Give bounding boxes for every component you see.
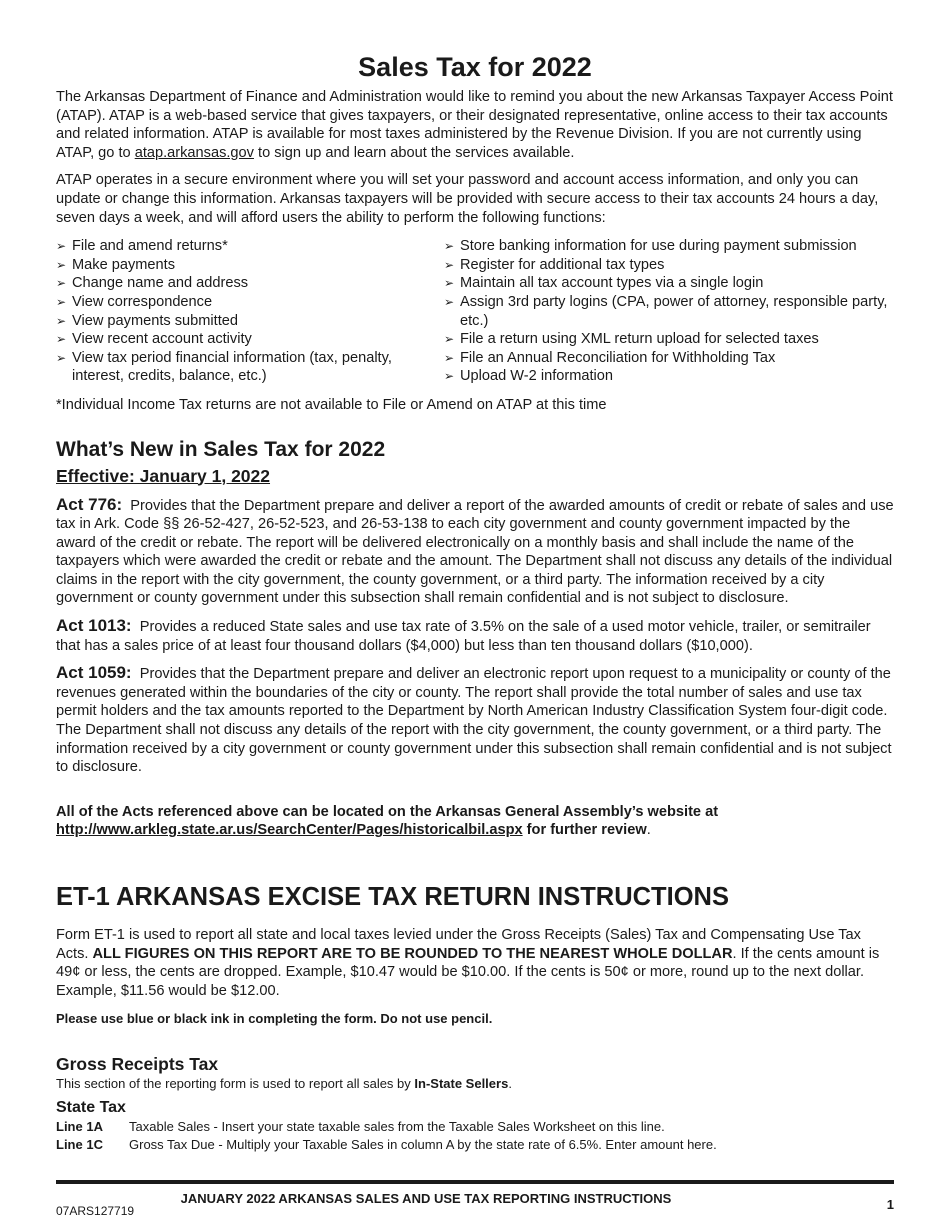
arrow-bullet-icon: ➢ [444,257,455,272]
arrow-bullet-icon: ➢ [56,294,67,309]
form-code: 07ARS127719 [56,1204,135,1218]
et1-heading: ET-1 ARKANSAS EXCISE TAX RETURN INSTRUCTIONS [56,883,729,911]
atap-paragraph: ATAP operates in a secure environment where you will set your password and account access information, and only you can update or change this information. Arkansas taxpayers will be provided with secure access to their tax accounts 24 hours a day, seven days a week, and will afford users the ability to perform the following functions: [56,172,879,226]
arrow-bullet-icon: ➢ [444,350,455,365]
list-item: ➢ Change name and address [56,275,249,292]
functions-list [56,237,894,386]
document-page [56,50,894,1154]
arrow-bullet-icon: ➢ [56,350,67,365]
list-item: ➢ File a return using XML return upload for selected taxes [444,331,819,348]
et1-paragraph: Form ET-1 is used to report all state and local taxes levied under the Gross Receipts (Sales) Tax and Compensating Use Tax Acts. ALL FIGURES ON THIS REPORT ARE TO BE ROUNDED TO THE NEAREST WHOLE DOLLAR. If the cents amount is 49¢ or less, the cents are dropped. Example, $10.47 would be $10.00. If the cents is 50¢ or more, round up to the next dollar. Example, $11.56 would be $12.00. [56,927,880,999]
arrow-bullet-icon: ➢ [56,257,67,272]
arrow-bullet-icon: ➢ [56,239,67,254]
list-item: ➢ Maintain all tax account types via a single login [444,275,764,292]
intro-text: The Arkansas Department of Finance and Administration would like to remind you about the new Arkansas Taxpayer Access Point (ATAP). ATAP is a web-based service that gives taxpayers, or their designated representative, online access to their tax accounts and related information. ATAP is available for most taxes administered by the Revenue Division. If you are not currently using ATAP, go to [56,89,893,161]
arrow-bullet-icon: ➢ [56,313,67,328]
arkleg-link[interactable]: http://www.arkleg.state.ar.us/SearchCenter/Pages/historicalbil.aspx [56,822,523,839]
footnote: *Individual Income Tax returns are not available to File or Amend on ATAP at this time [56,396,607,413]
list-item: ➢ View tax period financial information (tax, penalty, interest, credits, balance, etc.) [56,349,392,385]
list-item: ➢ Register for additional tax types [444,256,665,273]
arrow-bullet-icon: ➢ [444,294,455,309]
state-tax-heading: State Tax [56,1099,126,1117]
act-1059: Act 1059: Provides that the Department prepare and deliver an electronic report upon request to a municipality or county of the revenues generated within the boundaries of the city or county. The report shall provide the total number of sales and use tax permit holders and the tax amounts reported to the Department by North American Industry Classification System four-digit code. The Department shall not discuss any details of the report with the city government, the county government, or a third party. The information received by a city government or county government under this subsection shall remain confidential and is not subject to disclosure. [56,663,892,776]
intro-paragraph [56,88,894,162]
list-item: ➢ View correspondence [56,293,213,310]
intro-text-end: to sign up and learn about the services available. [253,144,575,161]
atap-link[interactable]: atap.arkansas.gov [134,144,254,161]
ink-note: Please use blue or black ink in completing the form. Do not use pencil. [56,1011,493,1027]
effective-date: Effective: January 1, 2022 [56,465,271,486]
act-776: Act 776: Provides that the Department prepare and deliver a report of the awarded amounts of credit or rebate of sales and use tax in Ark. Code §§ 26-52-427, 26-52-523, and 26-53-138 to each city government and county government impacted by the award of the credit or rebate. The report will be delivered electronically on a monthly basis and shall include the name of the taxpayers which were awarded the credit or rebate and the amount. The Department shall not discuss any details of the individual claims in the report with the city government, the county government, or a third party. The information received by a city government or county government under this subsection shall remain confidential and is not subject to disclosure. [56,494,894,607]
line-1c: Line 1C Gross Tax Due - Multiply your Taxable Sales in column A by the state rate of 6.5%. Enter amount here. [56,1137,717,1153]
gross-receipts-text: This section of the reporting form is used to report all sales by In-State Sellers. [56,1076,512,1092]
arrow-bullet-icon: ➢ [56,276,67,291]
page-footer [56,1180,894,1218]
functions-right [444,237,894,386]
acts-reference: All of the Acts referenced above can be located on the Arkansas General Assembly’s website at http://www.arkleg.state.ar.us/SearchCenter/Pages/historicalbil.aspx for further review. [56,803,719,839]
arrow-bullet-icon: ➢ [444,276,455,291]
list-item: ➢ Make payments [56,256,176,273]
arrow-bullet-icon: ➢ [444,369,455,384]
list-item: ➢ View recent account activity [56,331,252,348]
list-item: ➢ Upload W-2 information [444,368,614,385]
line-1a: Line 1A Taxable Sales - Insert your state taxable sales from the Taxable Sales Worksheet on this line. [56,1119,665,1135]
functions-left [56,237,444,386]
arrow-bullet-icon: ➢ [444,332,455,347]
list-item: ➢ File and amend returns* [56,238,228,255]
gross-receipts-heading: Gross Receipts Tax [56,1054,219,1075]
arrow-bullet-icon: ➢ [56,332,67,347]
arrow-bullet-icon: ➢ [444,239,455,254]
page-title: Sales Tax for 2022 [358,52,592,82]
list-item: ➢ Store banking information for use during payment submission [444,238,857,255]
list-item: ➢ File an Annual Reconciliation for Withholding Tax [444,349,776,366]
footer-title: JANUARY 2022 ARKANSAS SALES AND USE TAX REPORTING INSTRUCTIONS [180,1191,672,1206]
whats-new-heading: What’s New in Sales Tax for 2022 [56,437,386,461]
list-item: ➢ Assign 3rd party logins (CPA, power of attorney, responsible party, etc.) [444,293,888,329]
page-number: 1 [886,1197,894,1212]
act-1013: Act 1013: Provides a reduced State sales and use tax rate of 3.5% on the sale of a used motor vehicle, trailer, or semitrailer that has a sales price of at least four thousand dollars ($4,000) but less than ten thousand dollars ($10,000). [56,616,871,654]
list-item: ➢ View payments submitted [56,312,239,329]
